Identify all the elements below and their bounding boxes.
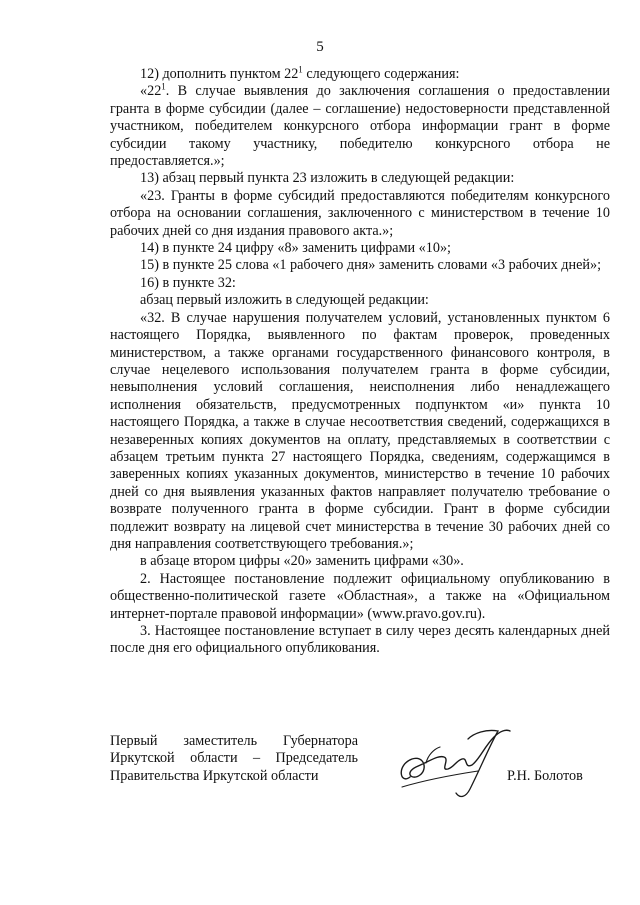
paragraph-item-16: 16) в пункте 32: bbox=[140, 274, 236, 291]
paragraph-point-32: «32. В случае нарушения получателем условий, установленных пунктом 6 настоящего Порядка, выявленного по фактам проверок, проведенных министерством, а также органами государственного финансового контроля, в случае нецелевого использования получателем гранта в форме субсидии, невыполнения условий соглашения, неисполнения либо ненадлежащего исполнения обязательств, предусмотренных подпунктом «и» пункта 10 настоящего Порядка, а также в случае несоответствия сведений, содержащихся в незаверенных копиях документов на оплату, представляемых в соответствии с абзацем третьим пункта 27 настоящего Порядка, сведениям, содержащимся в заверенных копиях указанных документов, министерство в течение 10 рабочих дней со дня выявления указанных фактов направляет получателю требование о возврате полученного гранта в форме субсидии. Грант в форме субсидии подлежит возврату на лицевой счет министерства в течение 30 рабочих дней со дня направления соответствующего требования.»; bbox=[110, 309, 610, 552]
signatory-title: Первый заместитель Губернатора Иркутской области – Председатель Правительства Иркутской области bbox=[110, 733, 358, 784]
paragraph-item-12: 12) дополнить пунктом $22^1$ следующего содержания: bbox=[140, 64, 460, 82]
paragraph-section-2: 2. Настоящее постановление подлежит официальному опубликованию в общественно-политической газете «Областная», а также на «Официальном интернет-портале правовой информации» (www.pravo.gov.ru). bbox=[110, 570, 610, 622]
document-body bbox=[110, 66, 610, 658]
signature-block bbox=[110, 733, 610, 813]
paragraph-point-23: «23. Гранты в форме субсидий предоставляются победителям конкурсного отбора на основании соглашения, заключенного с министерством в течение 10 рабочих дней со дня издания правового акта.»; bbox=[110, 187, 610, 239]
paragraph-item-16-b: в абзаце втором цифры «20» заменить цифрами «30». bbox=[140, 553, 464, 570]
paragraph-section-3: 3. Настоящее постановление вступает в силу через десять календарных дней после дня его официального опубликования. bbox=[110, 623, 610, 657]
paragraph-item-14: 14) в пункте 24 цифру «8» заменить цифрами «10»; bbox=[140, 240, 452, 257]
paragraph-item-13: 13) абзац первый пункта 23 изложить в следующей редакции: bbox=[140, 170, 515, 187]
paragraph-point-22-1: «$22^1$. В случае выявления до заключения соглашения о предоставлении гранта в форме субсидии (далее – соглашение) недостоверности представленной участником, победителем конкурсного отбора информации грант в форме субсидии такому участнику, победителю конкурсного отбора не предоставляется.»; bbox=[110, 81, 610, 170]
signatory-name: Р.Н. Болотов bbox=[507, 768, 583, 784]
paragraph-item-16-a: абзац первый изложить в следующей редакции: bbox=[140, 292, 429, 309]
page-number: 5 bbox=[316, 39, 324, 55]
paragraph-item-15: 15) в пункте 25 слова «1 рабочего дня» заменить словами «3 рабочих дней»; bbox=[140, 257, 602, 274]
handwritten-signature-icon bbox=[382, 725, 522, 805]
